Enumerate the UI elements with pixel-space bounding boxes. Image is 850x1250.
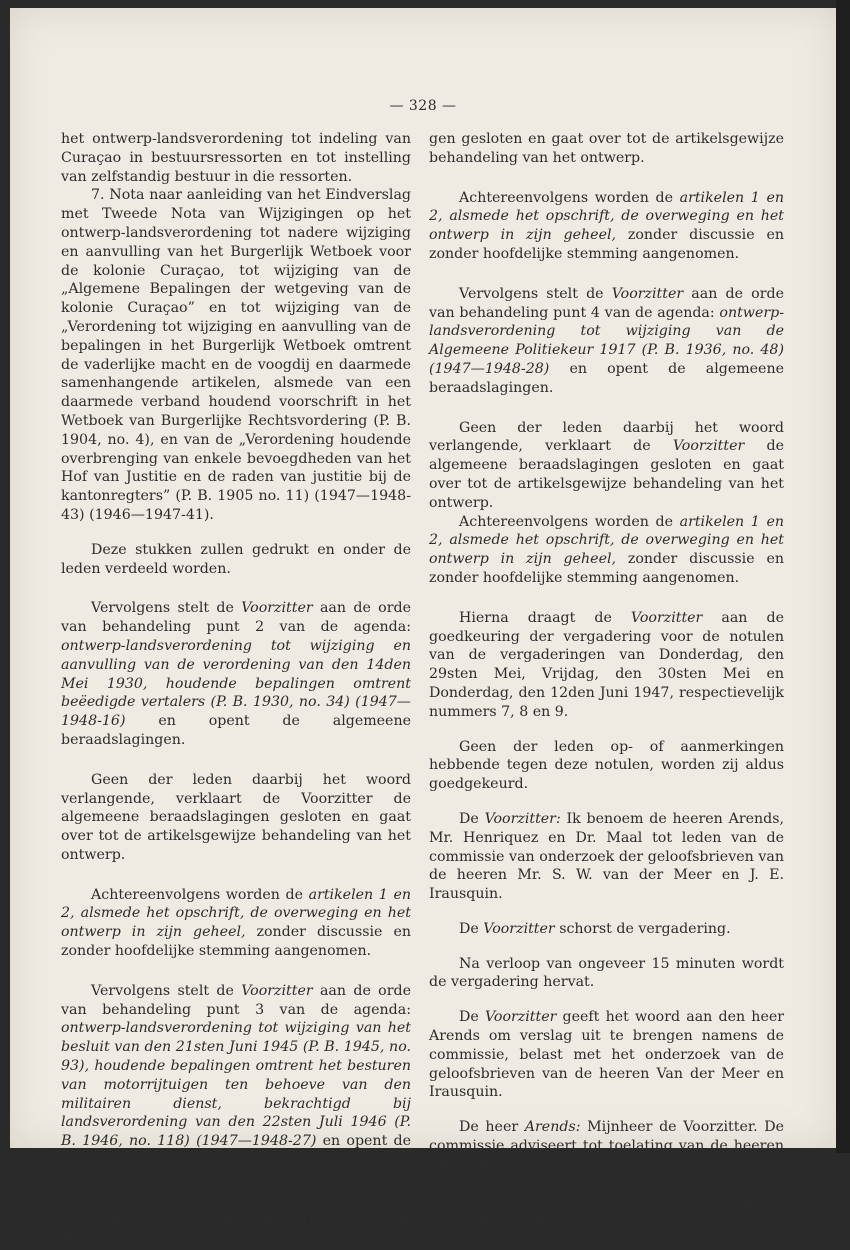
paragraph: gen gesloten en gaat over tot de artikelsgewijze behandeling van het ontwerp.	[429, 131, 784, 166]
paragraph: De heer Arends: Mijnheer de Voorzitter. De commissie adviseert tot toelating van de heeren Mr. S. W. van der Meer en J. E. Irausquin, nadat zij den bij de Staatsregeling voorgeschreven eed (verklaring of belofte) zullen hebben afgelegd en tot nederlegging van de geloofsbrieven ter griffie der Staten, ter inzage van de leden.	[429, 1119, 784, 1249]
paragraph: Geen der leden daarbij het woord verlangende, verklaart de Voorzitter de algemeene beraadslagingen gesloten en gaat over tot de artikelsgewijze behandeling van het ontwerp.	[61, 771, 411, 863]
paragraph: Geen der leden daarbij het woord verlangende, verklaart de Voorzitter de algemeene beraadslagin-	[61, 1191, 411, 1246]
paragraph: Geen der leden daarbij het woord verlangende, verklaart de Voorzitter de algemeene beraadslagingen gesloten en gaat over tot de artikelsgewijze behandeling van het ontwerp.	[429, 419, 784, 511]
paragraph: De Voorzitter: Ik benoem de heeren Arends, Mr. Henriquez en Dr. Maal tot leden van de commissie van onderzoek der geloofsbrieven van de heeren Mr. S. W. van der Meer en J. E. Irausquin.	[429, 810, 785, 903]
document-page	[10, 8, 836, 1249]
paragraph: Vervolgens stelt de Voorzitter aan de orde van behandeling punt 3 van de agenda: ontwerp-landsverordening tot wijziging van het besluit van den 21sten Juni 1945 (P. B. 1945, no. 93), houdende bepalingen omtrent het besturen van motorrijtuigen ten behoeve van den militairen dienst, bekrachtigd bij landsverordening van den 22sten Juli 1946 (P. B. 1946, no. 118) (1947—1948-27) en opent de algemeene beraadslagingen.	[61, 982, 411, 1169]
scan-edge	[836, 0, 850, 1153]
right-column	[429, 130, 784, 1250]
left-column	[61, 130, 411, 1247]
paragraph: het ontwerp-landsverordening tot indeling van Curaçao in bestuursressorten en tot instelling van zelfstandig bestuur in die ressorten.	[61, 131, 411, 185]
paragraph: Vervolgens stelt de Voorzitter aan de orde van behandeling punt 2 van de agenda: ontwerp-landsverordening tot wijziging en aanvulling van de verordening van den 14den Mei 1930, houdende bepalingen omtrent beëedigde vertalers (P. B. 1930, no. 34) (1947—1948-16) en opent de algemeene beraadslagingen.	[61, 600, 411, 748]
paragraph: De Voorzitter schorst de vergadering.	[459, 920, 731, 937]
paragraph: Vervolgens stelt de Voorzitter aan de orde van behandeling punt 4 van de agenda: ontwerp-landsverordening tot wijziging van de Algemeene Politiekeur 1917 (P. B. 1936, no. 48) (1947—1948-28) en opent de algemeene beraadslagingen.	[429, 285, 784, 396]
paragraph: Achtereenvolgens worden de artikelen 1 en 2, alsmede het opschrift, de overweging en het ontwerp in zijn geheel, zonder discussie en zonder hoofdelijke stemming aangenomen.	[429, 189, 784, 262]
paragraph: Hierna draagt de Voorzitter aan de goedkeuring der vergadering voor de notulen van de vergaderingen van Donderdag, den 29sten Mei, Vrijdag, den 30sten Mei en Donderdag, den 12den Juni 1947, respectievelijk nummers 7, 8 en 9.	[429, 609, 784, 720]
paragraph: De Voorzitter geeft het woord aan den heer Arends om verslag uit te brengen namens de commissie, belast met het onderzoek van de geloofsbrieven van de heeren Van der Meer en Irausquin.	[429, 1009, 785, 1101]
paragraph: Achtereenvolgens worden de artikelen 1 en 2, alsmede het opschrift, de overweging en het ontwerp in zijn geheel, zonder discussie en zonder hoofdelijke stemming aangenomen.	[61, 886, 411, 960]
paragraph: 7. Nota naar aanleiding van het Eindverslag met Tweede Nota van Wijzigingen op het ontwerp-landsverordening tot nadere wijziging en aanvulling van het Burgerlijk Wetboek voor de kolonie Curaçao, tot wijziging van de „Algemene Bepalingen der wetgeving van de kolonie Curaçao” en tot wijziging van de „Verordening tot wijziging en aanvulling van de bepalingen in het Burgerlijk Wetboek omtrent de vaderlijke macht en de voogdij en daarmede samenhangende artikelen, alsmede van een daarmede verband houdend voorschrift in het Wetboek van Burgerlijke Rechtsvordering (P. B. 1904, no. 4), en van de „Verordening houdende overbrenging van enkele bevoegdheden van het Hof van Justitie en de raden van justitie bij de kantonregters” (P. B. 1905 no. 11) (1947—1948-43) (1946—1947-41).	[61, 187, 411, 523]
paragraph: Deze stukken zullen gedrukt en onder de leden verdeeld worden.	[61, 541, 411, 577]
paragraph: Geen der leden op- of aanmerkingen hebbende tegen deze notulen, worden zij aldus goedgekeurd.	[429, 738, 784, 793]
page-number: — 328 —	[389, 98, 457, 114]
paragraph: Achtereenvolgens worden de artikelen 1 en 2, alsmede het opschrift, de overweging en het ontwerp in zijn geheel, zonder discussie en zonder hoofdelijke stemming aangenomen.	[429, 513, 784, 586]
paragraph: Na verloop van ongeveer 15 minuten wordt de vergadering hervat.	[429, 955, 784, 991]
